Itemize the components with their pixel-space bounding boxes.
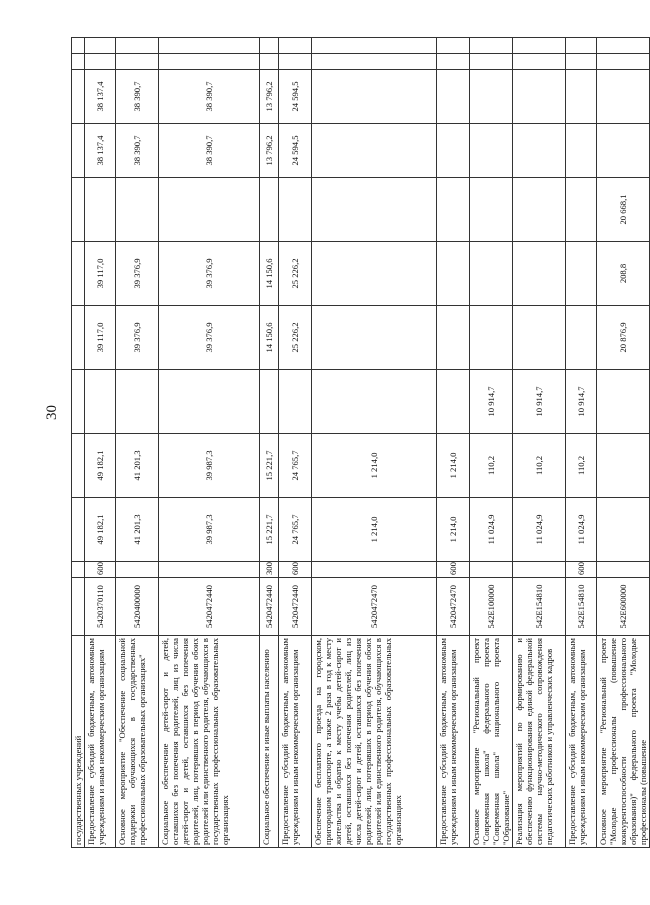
row-description: Основное мероприятие "Обеспечение социальной поддержки обучающихся в государственных профессиональных образовательных организациях": [116, 636, 159, 848]
row-amount-c10: [260, 38, 279, 54]
row-amount-c6: [566, 178, 597, 242]
row-amount-c9: [312, 54, 437, 70]
row-amount-c3: [72, 370, 85, 434]
row-amount-c4: [513, 306, 566, 370]
row-code: 5420472440: [279, 578, 312, 636]
row-amount-c7: 38 390,7: [116, 124, 159, 178]
table-row: [312, 38, 437, 848]
row-amount-c4: [470, 306, 513, 370]
row-amount-c7: [566, 124, 597, 178]
row-amount-c6: [72, 178, 85, 242]
row-amount-c3: [597, 370, 650, 434]
row-amount-c10: [72, 38, 85, 54]
row-amount-c1: 11 024,9: [566, 498, 597, 562]
row-amount-c1: [72, 498, 85, 562]
row-amount-c2: [72, 434, 85, 498]
row-amount-c5: 39 376,9: [159, 242, 260, 306]
row-amount-c6: [513, 178, 566, 242]
row-amount-c3: 10 914,7: [513, 370, 566, 434]
row-description: Основное мероприятие "Региональный проект "Молодые профессионалы (повышение конкурентоспособности профессионального образования)" федерального проекта "Молодые профессионалы (повышение: [597, 636, 650, 848]
row-amount-c4: 39 376,9: [116, 306, 159, 370]
row-amount-c1: 1 214,0: [312, 498, 437, 562]
row-amount-c6: [312, 178, 437, 242]
row-description: Предоставление субсидий бюджетным, автономным учреждениям и иным некоммерческим организациям: [279, 636, 312, 848]
row-amount-c2: 15 221,7: [260, 434, 279, 498]
table-row: [566, 38, 597, 848]
row-code: 542E600000: [597, 578, 650, 636]
row-amount-c5: [72, 242, 85, 306]
row-amount-c8: [470, 70, 513, 124]
row-amount-c7: 38 137,4: [85, 124, 116, 178]
row-amount-c2: 1 214,0: [437, 434, 470, 498]
budget-table-rotated: [71, 38, 648, 848]
row-amount-c9: [72, 54, 85, 70]
row-code: 542E100000: [470, 578, 513, 636]
table-row: [72, 38, 85, 848]
row-amount-c7: [513, 124, 566, 178]
row-amount-c7: [597, 124, 650, 178]
row-amount-c10: [116, 38, 159, 54]
row-amount-c10: [470, 38, 513, 54]
row-amount-c4: 39 376,9: [159, 306, 260, 370]
row-expense-type: [470, 562, 513, 578]
row-amount-c7: [312, 124, 437, 178]
row-amount-c1: 11 024,9: [513, 498, 566, 562]
row-amount-c1: [597, 498, 650, 562]
row-amount-c1: 11 024,9: [470, 498, 513, 562]
row-amount-c7: [72, 124, 85, 178]
row-amount-c5: 25 226,2: [279, 242, 312, 306]
row-amount-c2: 41 201,3: [116, 434, 159, 498]
row-amount-c2: 110,2: [566, 434, 597, 498]
row-amount-c3: [85, 370, 116, 434]
row-description: Предоставление субсидий бюджетным, автономным учреждениям и иным некоммерческим организациям: [85, 636, 116, 848]
row-amount-c7: 38 390,7: [159, 124, 260, 178]
row-amount-c8: [312, 70, 437, 124]
row-amount-c3: [437, 370, 470, 434]
row-amount-c10: [279, 38, 312, 54]
row-code: 5420472440: [260, 578, 279, 636]
row-amount-c9: [116, 54, 159, 70]
row-code: 5420472440: [159, 578, 260, 636]
row-code: 542E154810: [513, 578, 566, 636]
row-amount-c2: 1 214,0: [312, 434, 437, 498]
row-description: Обеспечение бесплатного проезда на городском, пригородном транспорте, а также 2 раза в год к месту жительства и обратно к месту учебы детей-сирот и детей, оставшихся без попечения родителей, лиц из числа детей-сирот и детей, оставшихся без попечения родителей, лиц, потерявших в период обучения обоих родителей или единственного родителя, обучающихся в государственных профессиональных образовательных организациях: [312, 636, 437, 848]
row-amount-c10: [85, 38, 116, 54]
row-amount-c10: [513, 38, 566, 54]
row-amount-c7: 13 796,2: [260, 124, 279, 178]
row-amount-c9: [513, 54, 566, 70]
row-amount-c2: 24 765,7: [279, 434, 312, 498]
row-description: Социальное обеспечение и иные выплаты населению: [260, 636, 279, 848]
row-amount-c8: 38 137,4: [85, 70, 116, 124]
row-amount-c5: [513, 242, 566, 306]
row-amount-c5: [312, 242, 437, 306]
row-amount-c10: [312, 38, 437, 54]
row-amount-c9: [279, 54, 312, 70]
row-amount-c3: [116, 370, 159, 434]
row-expense-type: [513, 562, 566, 578]
row-description: Социальное обеспечение детей-сирот и детей, оставшихся без попечения родителей, лиц из числа детей-сирот и детей, оставшихся без попечения родителей, лиц, потерявших в период обучения обоих родителей или единственного родителя, обучающихся в государственных профессиональных образовательных организациях: [159, 636, 260, 848]
row-expense-type: 300: [260, 562, 279, 578]
row-amount-c8: 13 796,2: [260, 70, 279, 124]
row-amount-c5: 39 376,9: [116, 242, 159, 306]
row-amount-c8: [513, 70, 566, 124]
row-amount-c9: [437, 54, 470, 70]
table-row: [159, 38, 260, 848]
row-amount-c7: [470, 124, 513, 178]
table-row: [85, 38, 116, 848]
row-amount-c6: [279, 178, 312, 242]
row-amount-c4: 39 117,0: [85, 306, 116, 370]
row-code: [72, 578, 85, 636]
row-amount-c5: [470, 242, 513, 306]
row-amount-c5: 39 117,0: [85, 242, 116, 306]
row-amount-c6: [85, 178, 116, 242]
row-amount-c8: [72, 70, 85, 124]
row-code: 5420472470: [437, 578, 470, 636]
row-amount-c4: [437, 306, 470, 370]
row-description: Предоставление субсидий бюджетным, автономным учреждениям и иным некоммерческим организациям: [566, 636, 597, 848]
row-amount-c5: [437, 242, 470, 306]
row-amount-c3: [260, 370, 279, 434]
table-row: [470, 38, 513, 848]
row-amount-c4: [566, 306, 597, 370]
row-amount-c10: [597, 38, 650, 54]
row-code: 5420472470: [312, 578, 437, 636]
table-row: [513, 38, 566, 848]
page-number: 30: [44, 405, 60, 420]
row-amount-c4: [312, 306, 437, 370]
row-amount-c7: [437, 124, 470, 178]
row-amount-c6: [159, 178, 260, 242]
row-amount-c9: [566, 54, 597, 70]
row-description: Реализация мероприятий по формированию и обеспечению функционирования единой федеральной системы научно-методического сопровождения педагогических работников и управленческих кадров: [513, 636, 566, 848]
table-row: [279, 38, 312, 848]
row-expense-type: 600: [566, 562, 597, 578]
row-amount-c10: [159, 38, 260, 54]
row-description: государственных учреждений: [72, 636, 85, 848]
row-amount-c3: 10 914,7: [566, 370, 597, 434]
row-amount-c2: 39 987,3: [159, 434, 260, 498]
table-row: [260, 38, 279, 848]
row-amount-c9: [85, 54, 116, 70]
row-description: Предоставление субсидий бюджетным, автономным учреждениям и иным некоммерческим организациям: [437, 636, 470, 848]
row-amount-c1: 41 201,3: [116, 498, 159, 562]
row-expense-type: [312, 562, 437, 578]
row-amount-c3: [159, 370, 260, 434]
row-amount-c1: 49 182,1: [85, 498, 116, 562]
row-code: 542E154810: [566, 578, 597, 636]
row-amount-c2: 49 182,1: [85, 434, 116, 498]
row-amount-c9: [260, 54, 279, 70]
row-expense-type: 600: [437, 562, 470, 578]
row-amount-c8: 38 390,7: [159, 70, 260, 124]
row-expense-type: [597, 562, 650, 578]
row-amount-c8: 38 390,7: [116, 70, 159, 124]
row-amount-c9: [597, 54, 650, 70]
row-expense-type: 600: [279, 562, 312, 578]
row-amount-c8: 24 594,5: [279, 70, 312, 124]
row-amount-c8: [437, 70, 470, 124]
row-expense-type: 600: [85, 562, 116, 578]
row-amount-c3: 10 914,7: [470, 370, 513, 434]
row-amount-c6: [437, 178, 470, 242]
row-amount-c6: [116, 178, 159, 242]
row-amount-c5: 14 150,6: [260, 242, 279, 306]
row-amount-c6: [260, 178, 279, 242]
budget-table: [71, 37, 650, 848]
row-amount-c1: 15 221,7: [260, 498, 279, 562]
row-description: Основное мероприятие "Региональный проект "Современная школа" федерального проекта "Современная школа" национального проекта "Образование": [470, 636, 513, 848]
row-code: 5420400000: [116, 578, 159, 636]
row-amount-c10: [566, 38, 597, 54]
row-amount-c9: [470, 54, 513, 70]
row-amount-c5: 208,8: [597, 242, 650, 306]
table-row: [437, 38, 470, 848]
row-amount-c2: [597, 434, 650, 498]
row-amount-c3: [279, 370, 312, 434]
row-amount-c1: 1 214,0: [437, 498, 470, 562]
table-row: [116, 38, 159, 848]
row-amount-c4: 25 226,2: [279, 306, 312, 370]
row-code: 5420370110: [85, 578, 116, 636]
row-expense-type: [159, 562, 260, 578]
row-amount-c4: [72, 306, 85, 370]
row-amount-c10: [437, 38, 470, 54]
row-amount-c1: 24 765,7: [279, 498, 312, 562]
row-amount-c6: [470, 178, 513, 242]
row-expense-type: [116, 562, 159, 578]
row-amount-c3: [312, 370, 437, 434]
row-amount-c9: [159, 54, 260, 70]
row-amount-c8: [566, 70, 597, 124]
row-amount-c5: [566, 242, 597, 306]
row-expense-type: [72, 562, 85, 578]
row-amount-c2: 110,2: [513, 434, 566, 498]
row-amount-c4: 14 150,6: [260, 306, 279, 370]
row-amount-c8: [597, 70, 650, 124]
row-amount-c7: 24 594,5: [279, 124, 312, 178]
row-amount-c4: 20 876,9: [597, 306, 650, 370]
row-amount-c2: 110,2: [470, 434, 513, 498]
row-amount-c1: 39 987,3: [159, 498, 260, 562]
table-row: [597, 38, 650, 848]
row-amount-c6: 20 668,1: [597, 178, 650, 242]
